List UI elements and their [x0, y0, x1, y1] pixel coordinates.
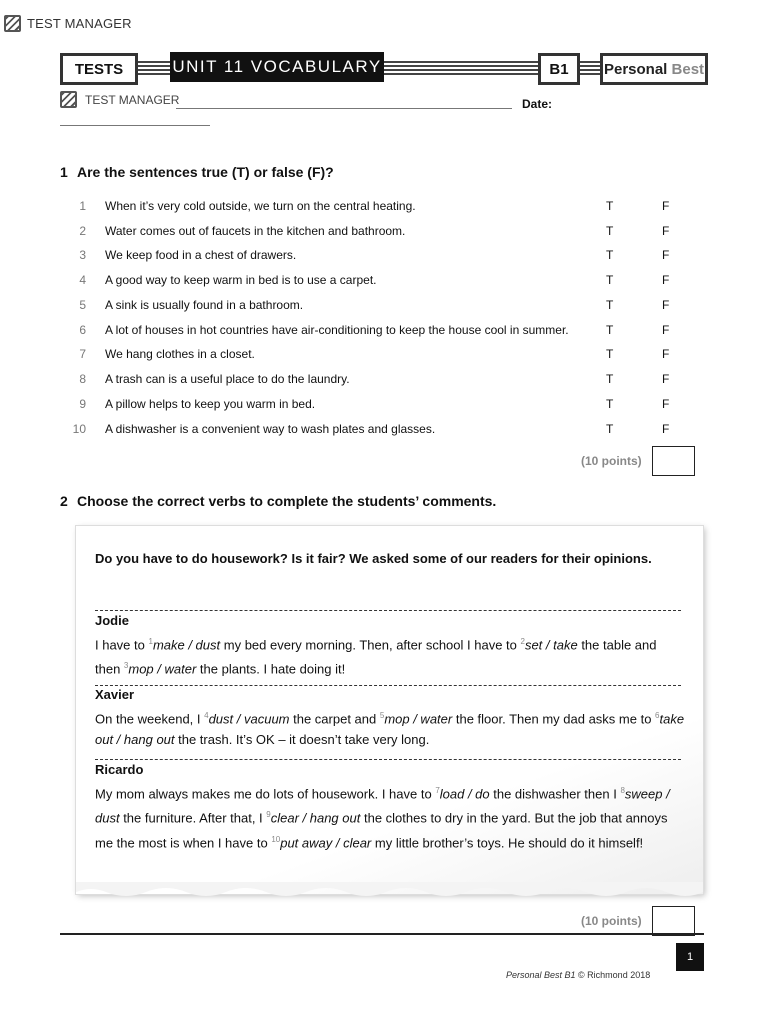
verb-choice[interactable]: mop / water — [384, 711, 453, 727]
false-option[interactable]: F — [662, 298, 670, 312]
q1-item-number: 2 — [79, 224, 86, 238]
student-comment — [95, 631, 685, 680]
verb-choice[interactable]: set / take — [524, 637, 578, 653]
comment-text: the dishwasher then I — [489, 786, 621, 802]
comment-text: the trash. It’s OK – it doesn’t take very long. — [174, 732, 430, 748]
comment-text: the carpet and — [289, 711, 380, 727]
q1-item — [0, 224, 768, 244]
q1-item — [0, 323, 768, 343]
q1-item-text: A dishwasher is a convenient way to wash plates and glasses. — [105, 422, 436, 436]
false-option[interactable]: F — [662, 323, 670, 337]
gap-number: 4 — [204, 711, 209, 720]
page-number: 1 — [676, 943, 704, 971]
comment-text: the furniture. After that, I — [119, 810, 267, 826]
series-name-best: Best — [671, 60, 705, 78]
tests-label-box — [60, 53, 138, 85]
series-name-personal: Personal — [603, 60, 668, 78]
gap-number: 9 — [266, 810, 271, 820]
true-option[interactable]: T — [606, 199, 614, 213]
footer-publisher: © Richmond 2018 — [575, 970, 651, 980]
divider — [95, 759, 681, 760]
q1-score-box[interactable] — [652, 446, 695, 476]
test-manager-logo-icon — [4, 15, 21, 32]
q1-item-number: 3 — [79, 248, 86, 262]
test-manager-small-icon — [60, 91, 77, 108]
true-option[interactable]: T — [606, 347, 614, 361]
q1-item-text: A trash can is a useful place to do the laundry. — [105, 372, 350, 386]
false-option[interactable]: F — [662, 248, 670, 262]
comment-text: My mom always makes me do lots of housework. I have to — [95, 786, 436, 802]
student-comment — [95, 705, 685, 750]
footer-rule — [60, 933, 704, 935]
gap-number: 3 — [123, 661, 129, 671]
q2-title: Choose the correct verbs to complete the students’ comments. — [77, 493, 497, 509]
false-option[interactable]: F — [662, 397, 670, 411]
q1-item — [0, 397, 768, 417]
q1-item-number: 1 — [79, 199, 86, 213]
true-option[interactable]: T — [606, 323, 614, 337]
true-option[interactable]: T — [606, 248, 614, 262]
q1-item — [0, 347, 768, 367]
q1-item-text: We keep food in a chest of drawers. — [105, 248, 297, 262]
comment-text: I have to — [95, 637, 149, 653]
divider — [95, 685, 681, 686]
tests-label: TESTS — [74, 60, 124, 78]
q1-item-number: 8 — [79, 372, 86, 386]
name-line[interactable] — [176, 108, 512, 109]
q1-item-number: 10 — [72, 422, 86, 436]
true-option[interactable]: T — [606, 372, 614, 386]
gap-number: 5 — [379, 711, 385, 720]
verb-choice[interactable]: sweep / dust — [95, 786, 670, 826]
q1-item-text: A good way to keep warm in bed is to use a carpet. — [105, 273, 377, 287]
gap-number: 2 — [520, 637, 525, 646]
student-name: Xavier — [95, 687, 135, 702]
true-option[interactable]: T — [606, 298, 614, 312]
q1-item-number: 9 — [79, 397, 86, 411]
comment-text: the floor. Then my dad asks me to — [452, 711, 656, 727]
q1-number: 1 — [60, 164, 68, 180]
comment-text: my bed every morning. Then, after school I have to — [220, 637, 521, 653]
student-name: Ricardo — [95, 762, 144, 777]
torn-edge — [76, 882, 703, 900]
q1-item — [0, 372, 768, 392]
false-option[interactable]: F — [662, 224, 670, 238]
footer-book-title: Personal Best B1 — [506, 970, 576, 980]
verb-choice[interactable]: mop / water — [128, 661, 197, 677]
comment-text: the clothes to dry in the yard. But the job that annoys me the most is when I have to — [95, 810, 668, 850]
true-option[interactable]: T — [606, 422, 614, 436]
verb-choice[interactable]: dust / vacuum — [208, 711, 290, 727]
comment-text: On the weekend, I — [95, 711, 205, 727]
q1-item-text: When it’s very cold outside, we turn on the central heating. — [105, 199, 416, 213]
comments-question: Do you have to do housework? Is it fair? We asked some of our readers for their opinions. — [95, 551, 652, 566]
q1-item-number: 6 — [79, 323, 86, 337]
q1-item — [0, 199, 768, 219]
false-option[interactable]: F — [662, 273, 670, 287]
divider — [95, 610, 681, 611]
q1-item — [0, 248, 768, 268]
gap-number: 8 — [620, 786, 625, 795]
date-label: Date: — [522, 97, 553, 111]
q1-item — [0, 273, 768, 293]
gap-number: 6 — [655, 711, 660, 720]
false-option[interactable]: F — [662, 372, 670, 386]
q1-points: (10 points) — [581, 454, 642, 468]
q1-item-text: A lot of houses in hot countries have air-conditioning to keep the house cool in summer. — [105, 323, 569, 337]
test-manager-logo-text: TEST MANAGER — [27, 16, 132, 31]
q1-item-number: 5 — [79, 298, 86, 312]
q1-item-text: Water comes out of faucets in the kitchen and bathroom. — [105, 224, 406, 238]
q2-points: (10 points) — [581, 914, 642, 928]
verb-choice[interactable]: clear / hang out — [270, 810, 361, 826]
date-line[interactable] — [60, 125, 210, 126]
q1-item-number: 7 — [79, 347, 86, 361]
student-name: Jodie — [95, 613, 129, 628]
unit-title: UNIT 11 VOCABULARY — [170, 52, 384, 82]
gap-number: 7 — [435, 786, 440, 795]
form-brand-text: TEST MANAGER — [85, 93, 180, 107]
true-option[interactable]: T — [606, 273, 614, 287]
gap-number: 10 — [271, 834, 281, 844]
verb-choice[interactable]: take out / hang out — [95, 711, 685, 748]
comment-text: the table and then — [95, 637, 657, 677]
q1-item — [0, 298, 768, 318]
comment-text: my little brother’s toys. He should do it himself! — [371, 834, 644, 850]
false-option[interactable]: F — [662, 347, 670, 361]
q2-number: 2 — [60, 493, 68, 509]
comment-text: the plants. I hate doing it! — [196, 661, 346, 677]
false-option[interactable]: F — [662, 422, 670, 436]
q1-item-text: We hang clothes in a closet. — [105, 347, 255, 361]
level-box — [538, 53, 580, 85]
q1-item-number: 4 — [79, 273, 86, 287]
verb-choice[interactable]: make / dust — [152, 637, 221, 653]
false-option[interactable]: F — [662, 199, 670, 213]
student-comment — [95, 780, 685, 853]
personal-best-logo — [600, 53, 708, 85]
verb-choice[interactable]: load / do — [439, 786, 490, 802]
q1-item-text: A pillow helps to keep you warm in bed. — [105, 397, 316, 411]
verb-choice[interactable]: put away / clear — [280, 834, 372, 850]
q2-score-box[interactable] — [652, 906, 695, 936]
q1-item — [0, 422, 768, 442]
footer-copyright — [506, 970, 650, 980]
true-option[interactable]: T — [606, 397, 614, 411]
q1-item-text: A sink is usually found in a bathroom. — [105, 298, 304, 312]
q1-title: Are the sentences true (T) or false (F)? — [77, 164, 334, 180]
true-option[interactable]: T — [606, 224, 614, 238]
level-label: B1 — [549, 60, 569, 78]
gap-number: 1 — [148, 637, 153, 646]
